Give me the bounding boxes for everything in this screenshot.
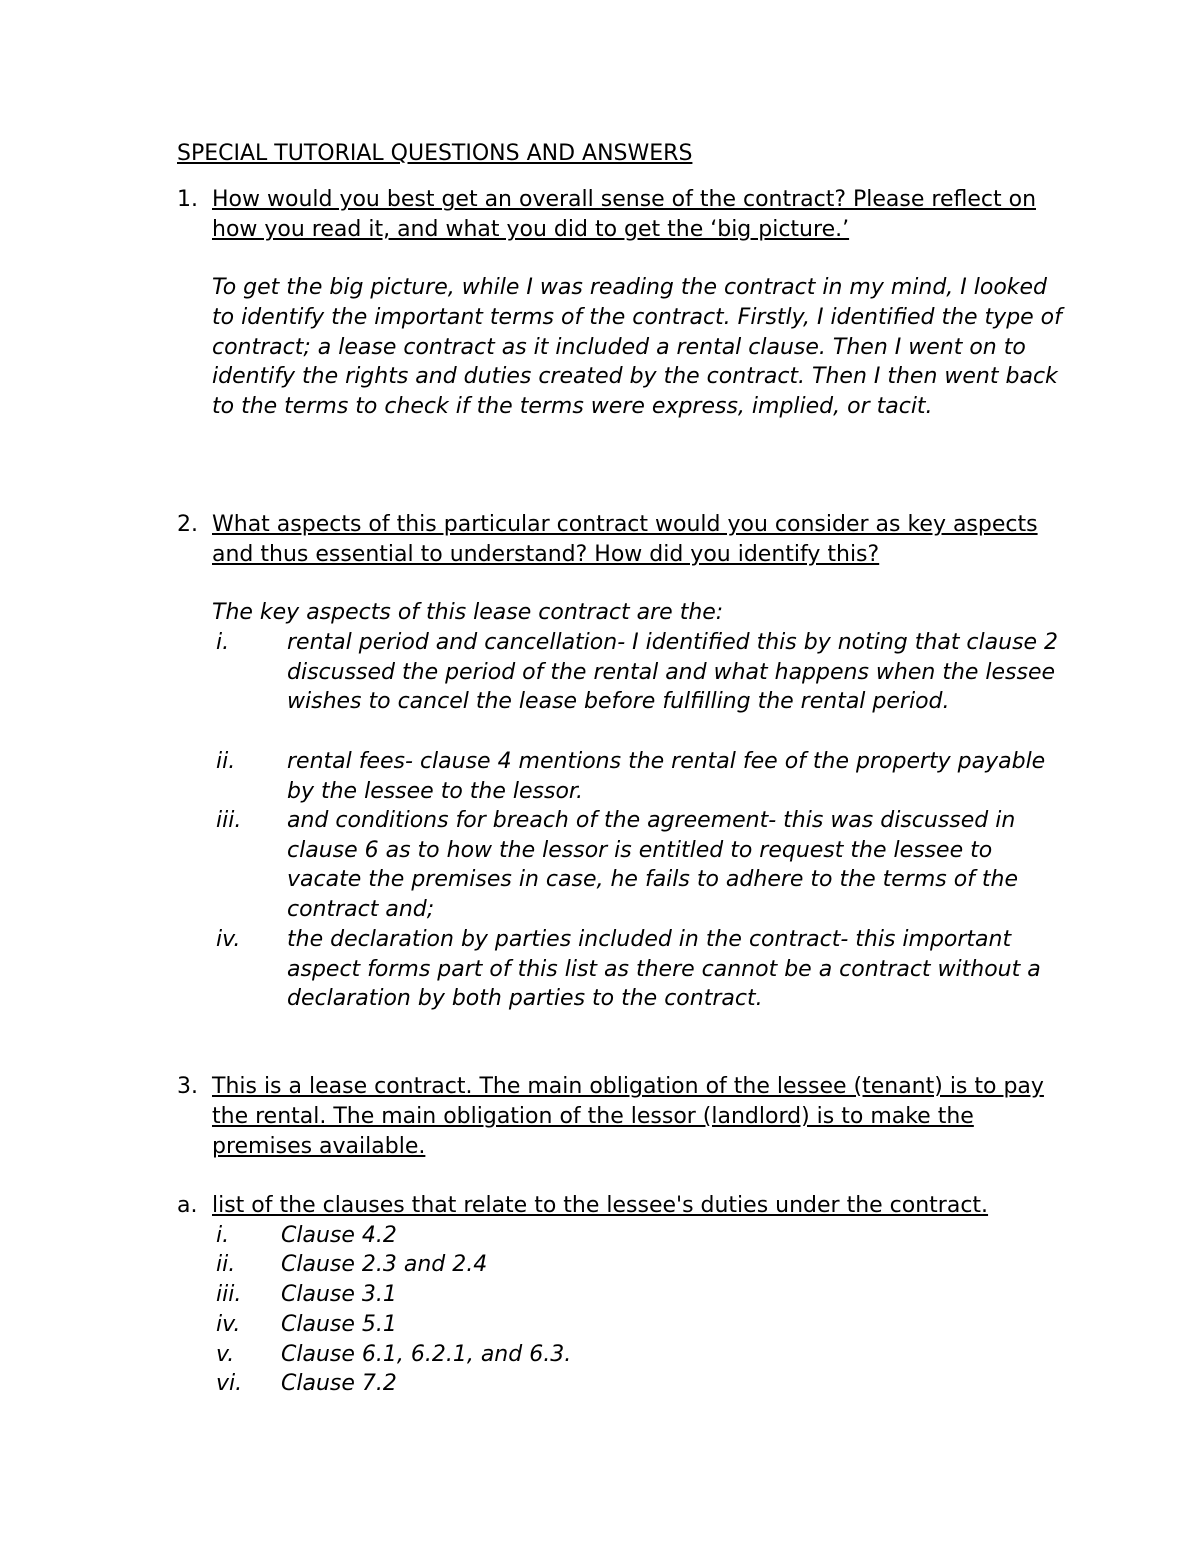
question-2-text: What aspects of this particular contract would you consider as key aspects and thus essential to understand? How did you identify this? — [212, 512, 1038, 567]
clause-numeral: ii. — [216, 1252, 236, 1277]
clause-text: Clause 6.1, 6.2.1, and 6.3. — [281, 1342, 572, 1367]
part-a-letter: a. — [177, 1193, 198, 1218]
answer-2-intro: The key aspects of this lease contract are the: — [212, 600, 724, 625]
clause-numeral: vi. — [216, 1371, 243, 1396]
clause-numeral: v. — [216, 1342, 235, 1367]
clause-text: Clause 4.2 — [281, 1223, 397, 1248]
key-aspect-text: and conditions for breach of the agreement- this was discussed in clause 6 as to how the lessor is entitled to request the lessee to vacate the premises in case, he fails to adhere to the terms of the contract and; — [287, 808, 1019, 923]
clause-numeral: iv. — [216, 1312, 241, 1337]
answer-1-text: To get the big picture, while I was reading the contract in my mind, I looked to identify the important terms of the contract. Firstly, I identified the type of contract; a lease contract as it included a rental clause. Then I went on to identify the rights and duties created by the contract. Then I then went back to the terms to check if the terms were express, implied, or tacit. — [212, 275, 1062, 420]
question-3-text: This is a lease contract. The main obligation of the lessee (tenant) is to pay the rental. The main obligation of the lessor (landlord) is to make the premises available. — [212, 1074, 1044, 1159]
clause-text: Clause 3.1 — [281, 1282, 397, 1307]
question-2-number: 2. — [177, 512, 198, 537]
key-aspect-text: the declaration by parties included in the contract- this important aspect forms part of this list as there cannot be a contract without a declaration by both parties to the contract. — [287, 927, 1041, 1012]
key-aspect-numeral: iii. — [216, 808, 242, 833]
clause-text: Clause 2.3 and 2.4 — [281, 1252, 488, 1277]
question-1-text: How would you best get an overall sense of the contract? Please reflect on how you read it, and what you did to get the ‘big picture.’ — [212, 187, 1037, 242]
clause-text: Clause 7.2 — [281, 1371, 397, 1396]
question-1-number: 1. — [177, 187, 198, 212]
key-aspect-numeral: ii. — [216, 749, 236, 774]
key-aspect-text: rental fees- clause 4 mentions the rental fee of the property payable by the lessee to the lessor. — [287, 749, 1046, 804]
document-title: SPECIAL TUTORIAL QUESTIONS AND ANSWERS — [177, 141, 693, 166]
clause-numeral: i. — [216, 1223, 230, 1248]
clause-text: Clause 5.1 — [281, 1312, 397, 1337]
key-aspect-numeral: iv. — [216, 927, 241, 952]
key-aspect-numeral: i. — [216, 630, 230, 655]
part-a-question: list of the clauses that relate to the lessee's duties under the contract. — [212, 1193, 989, 1218]
clause-numeral: iii. — [216, 1282, 242, 1307]
key-aspect-text: rental period and cancellation- I identified this by noting that clause 2 discussed the period of the rental and what happens when the lessee wishes to cancel the lease before fulfilling the rental period. — [287, 630, 1059, 715]
question-3-number: 3. — [177, 1074, 198, 1099]
